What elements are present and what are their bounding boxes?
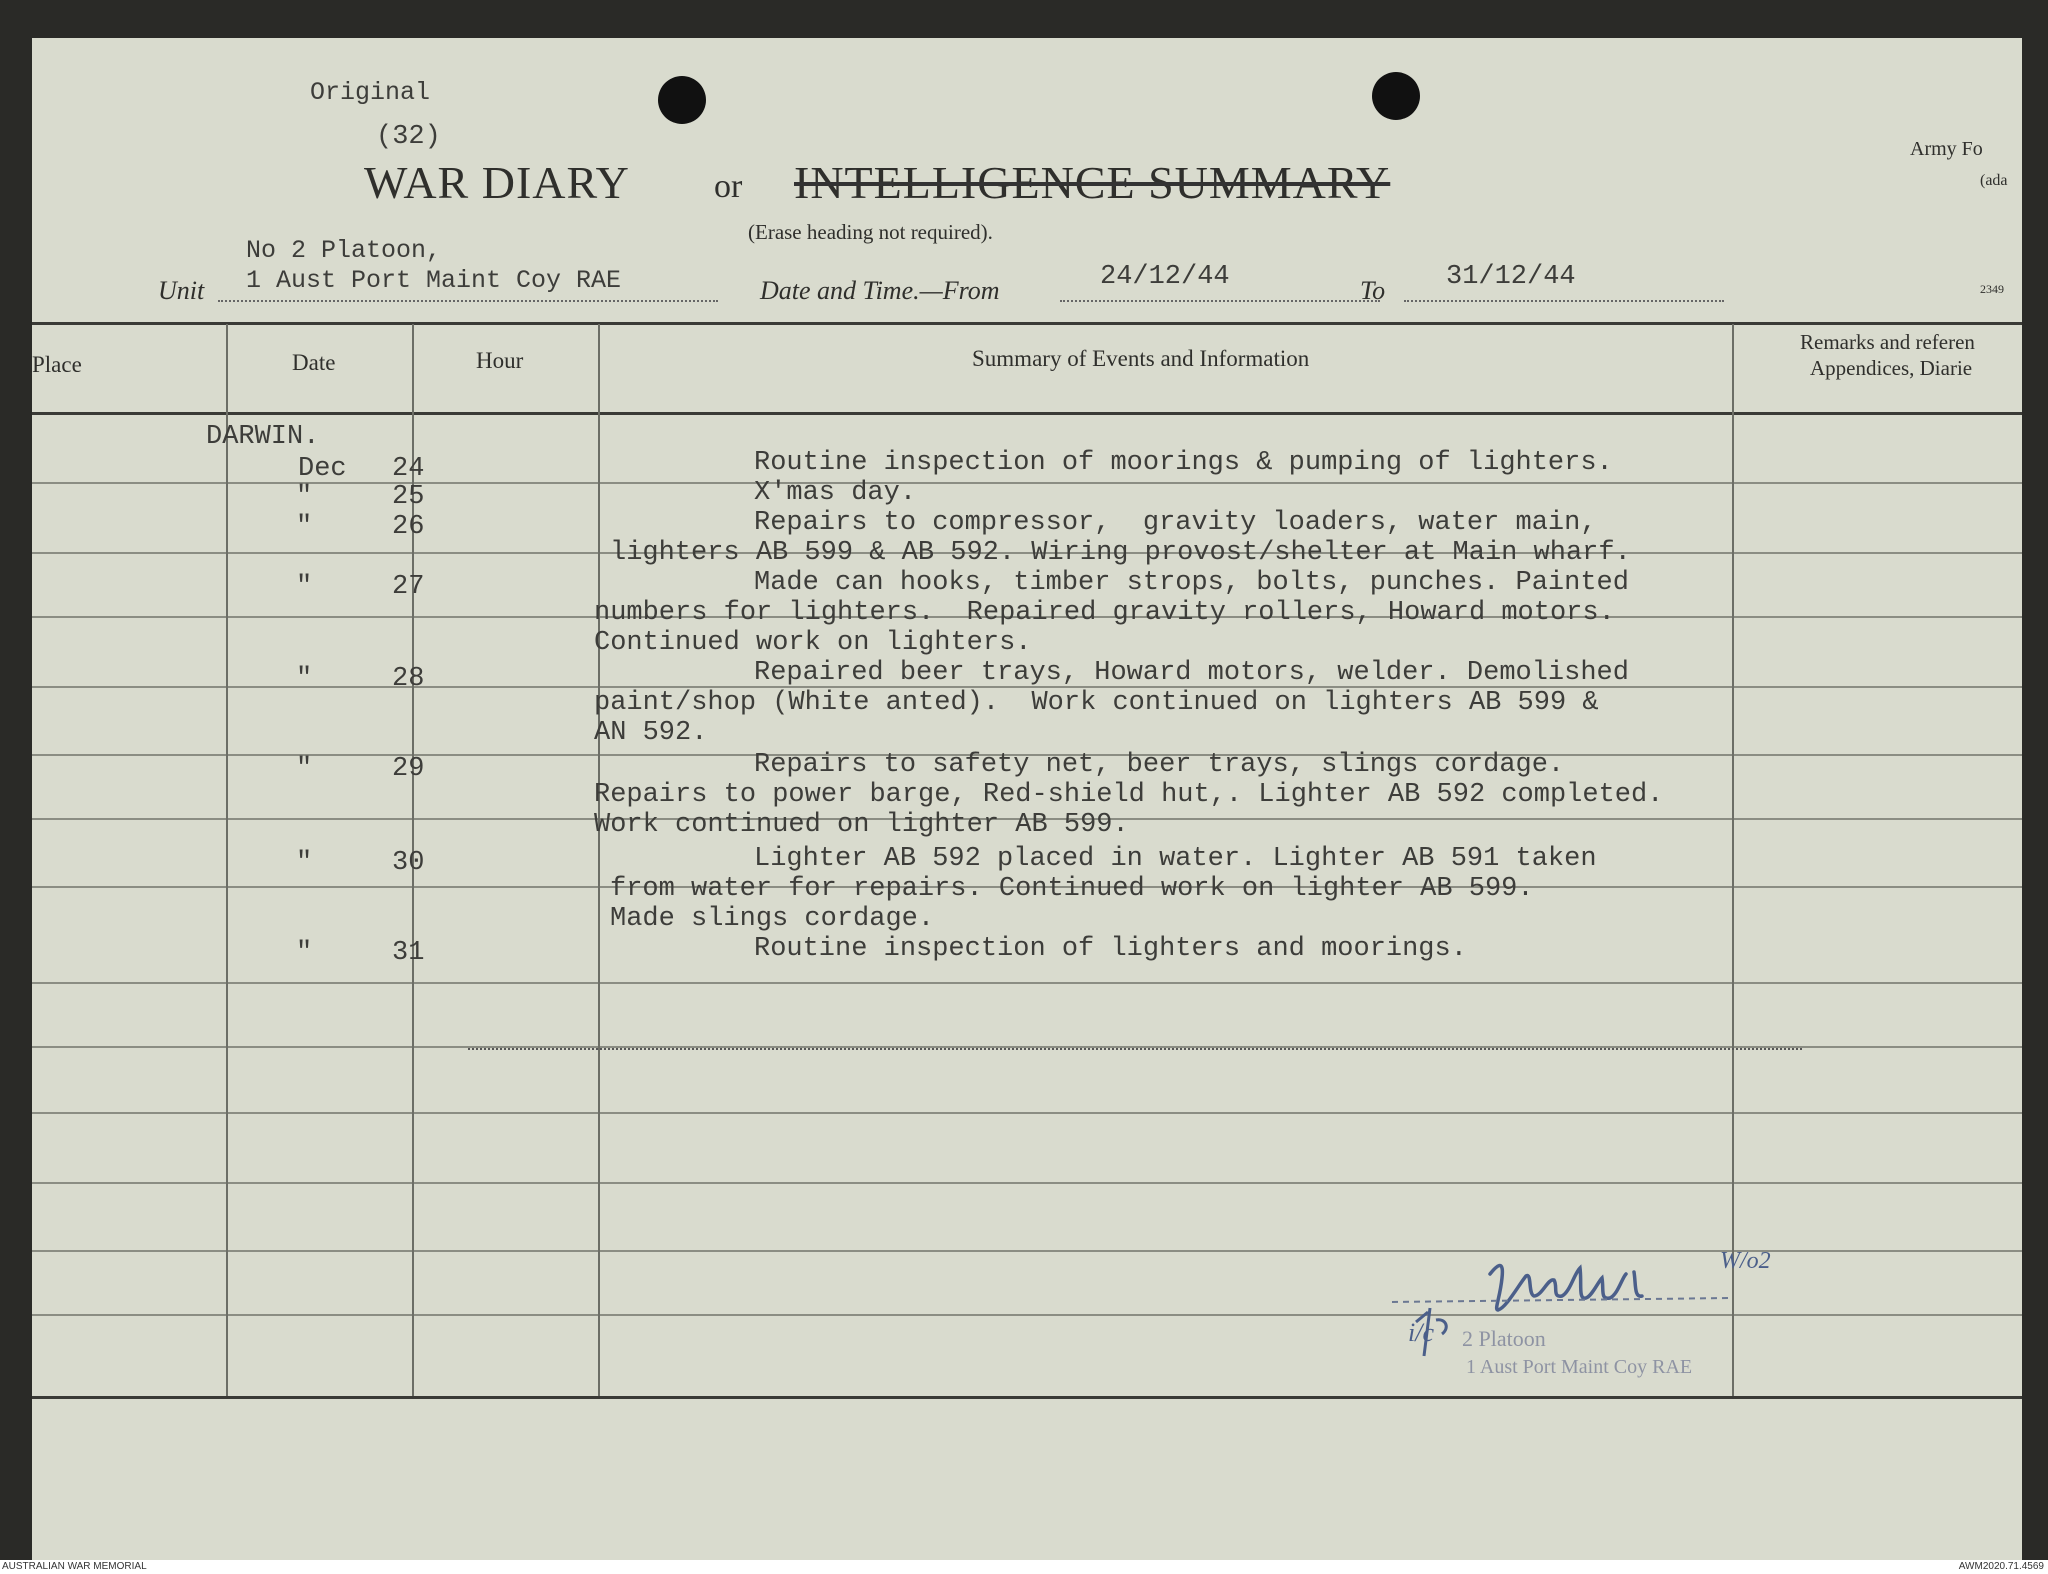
entry-text: Made slings cordage. bbox=[610, 904, 935, 934]
unit-line-2: 1 Aust Port Maint Coy RAE bbox=[246, 266, 622, 295]
entry-text: X'mas day. bbox=[754, 478, 917, 508]
row-rule bbox=[32, 982, 2022, 984]
entry-text: Repaired beer trays, Howard motors, welder. Demolished bbox=[754, 658, 1629, 688]
column-header-summary: Summary of Events and Information bbox=[972, 346, 1310, 371]
entry-ditto: " bbox=[296, 754, 313, 784]
closing-dotted-line bbox=[468, 1048, 1802, 1050]
entry-text: Lighter AB 592 placed in water. Lighter AB 591 taken bbox=[754, 844, 1597, 874]
diary-number: (32) bbox=[376, 122, 441, 152]
war-diary-sheet bbox=[32, 38, 2022, 1560]
entry-text: Routine inspection of moorings & pumping of lighters. bbox=[754, 448, 1613, 478]
header-bottom-rule bbox=[32, 412, 2022, 415]
date-time-label: Date and Time.—From bbox=[760, 276, 1000, 305]
entry-ditto: " bbox=[296, 572, 313, 602]
entry-ditto: " bbox=[296, 664, 313, 694]
table-bottom-rule bbox=[32, 1396, 2022, 1399]
entry-day: 25 bbox=[392, 482, 425, 512]
place-darwin: DARWIN. bbox=[206, 422, 320, 452]
entry-day: 30 bbox=[392, 848, 425, 878]
entry-text: Routine inspection of lighters and moorings. bbox=[754, 934, 1467, 964]
punch-hole-right bbox=[1372, 72, 1420, 120]
row-rule bbox=[32, 1182, 2022, 1184]
column-rule-hour bbox=[598, 324, 600, 1396]
entry-text: Made can hooks, timber strops, bolts, punches. Painted bbox=[754, 568, 1629, 598]
entry-day: 24 bbox=[392, 454, 425, 484]
archive-name: AUSTRALIAN WAR MEMORIAL bbox=[2, 1561, 147, 1572]
column-rule-summary bbox=[1732, 324, 1734, 1396]
archive-footer bbox=[0, 1560, 2048, 1574]
entry-text: Repairs to compressor, gravity loaders, water main, bbox=[754, 508, 1597, 538]
entry-day: 26 bbox=[392, 512, 425, 542]
entry-ditto: " bbox=[296, 482, 313, 512]
stamp-company: 1 Aust Port Maint Coy RAE bbox=[1466, 1356, 1693, 1378]
army-form-label: Army Fo bbox=[1910, 138, 1983, 160]
to-label: To bbox=[1360, 276, 1386, 305]
column-header-appendices: Appendices, Diarie bbox=[1810, 356, 1973, 380]
entry-text: from water for repairs. Continued work on lighter AB 599. bbox=[610, 874, 1534, 904]
archive-reference: AWM2020.71.4569 bbox=[1958, 1561, 2044, 1572]
row-rule bbox=[32, 1112, 2022, 1114]
unit-line-1: No 2 Platoon, bbox=[246, 236, 442, 265]
signature-prefix: i/c bbox=[1408, 1318, 1434, 1347]
entry-day: 27 bbox=[392, 572, 425, 602]
table-top-rule bbox=[32, 322, 2022, 325]
adapted-label: (ada bbox=[1980, 172, 2008, 189]
original-mark: Original bbox=[310, 78, 431, 107]
date-to: 31/12/44 bbox=[1446, 262, 1576, 292]
entry-text: Repairs to power barge, Red-shield hut,. Lighter AB 592 completed. bbox=[594, 780, 1664, 810]
entry-text: paint/shop (White anted). Work continued on lighters AB 599 & bbox=[594, 688, 1599, 718]
entry-month: Dec bbox=[298, 454, 347, 484]
date-from-underline bbox=[1060, 300, 1380, 302]
entry-text: Work continued on lighter AB 599. bbox=[594, 810, 1129, 840]
date-to-underline bbox=[1404, 300, 1724, 302]
column-header-date: Date bbox=[292, 350, 336, 375]
title-war-diary: WAR DIARY bbox=[364, 157, 630, 208]
entry-day: 28 bbox=[392, 664, 425, 694]
entry-ditto: " bbox=[296, 512, 313, 542]
entry-day: 31 bbox=[392, 938, 425, 968]
entry-text: numbers for lighters. Repaired gravity rollers, Howard motors. bbox=[594, 598, 1615, 628]
entry-text: Repairs to safety net, beer trays, slings cordage. bbox=[754, 750, 1565, 780]
signature-rank: W/o2 bbox=[1720, 1248, 1771, 1274]
column-header-remarks: Remarks and referen bbox=[1800, 330, 1975, 354]
entry-ditto: " bbox=[296, 938, 313, 968]
form-number: 2349 bbox=[1980, 282, 2004, 296]
erase-note: (Erase heading not required). bbox=[748, 220, 993, 244]
entry-text: AN 592. bbox=[594, 718, 708, 748]
entry-text: Continued work on lighters. bbox=[594, 628, 1032, 658]
column-header-place: Place bbox=[32, 352, 82, 377]
stamp-platoon: 2 Platoon bbox=[1462, 1326, 1546, 1351]
entry-ditto: " bbox=[296, 848, 313, 878]
date-from: 24/12/44 bbox=[1100, 262, 1230, 292]
title-intelligence-summary: INTELLIGENCE SUMMARY bbox=[794, 157, 1391, 208]
column-rule-place bbox=[226, 324, 228, 1396]
entry-day: 29 bbox=[392, 754, 425, 784]
punch-hole-left bbox=[658, 76, 706, 124]
entry-text: lighters AB 599 & AB 592. Wiring provost/shelter at Main wharf. bbox=[610, 538, 1631, 568]
title-or: or bbox=[714, 168, 743, 205]
unit-underline bbox=[218, 300, 718, 302]
column-header-hour: Hour bbox=[476, 348, 524, 373]
unit-label: Unit bbox=[158, 276, 205, 305]
